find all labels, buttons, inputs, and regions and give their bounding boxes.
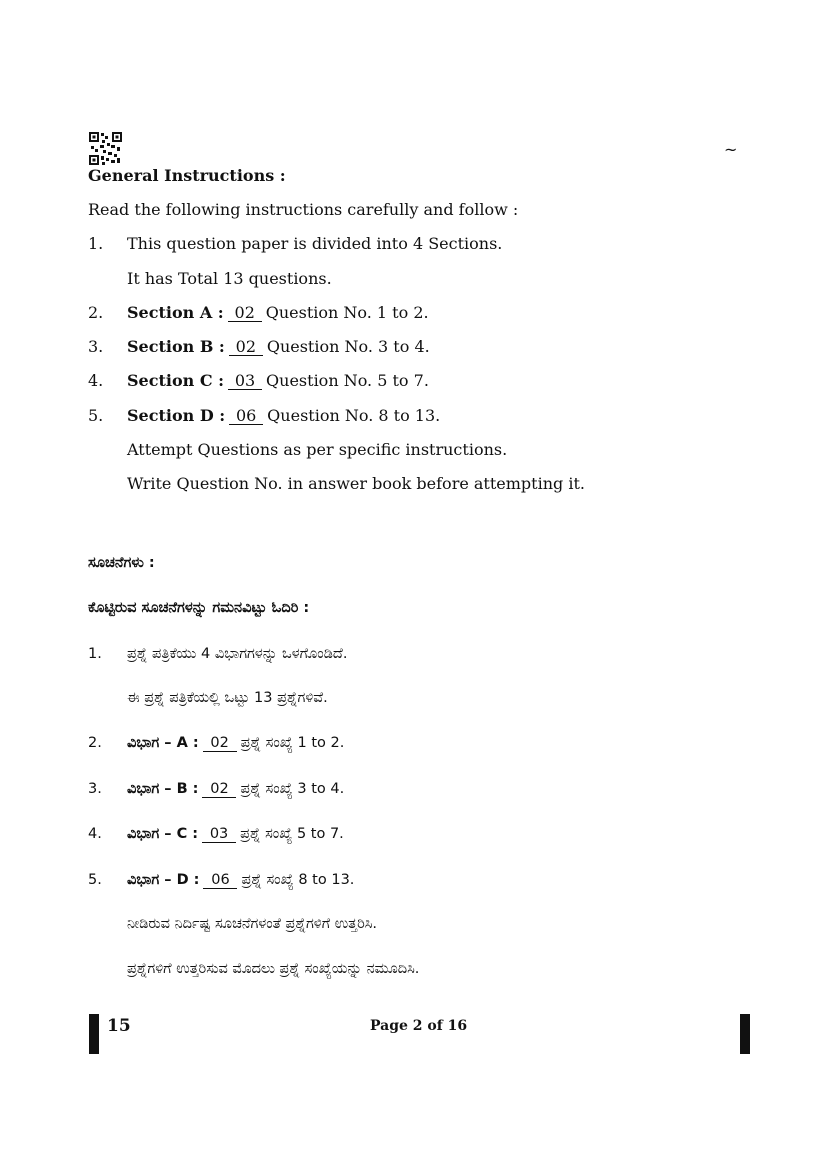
- item-text: ಪ್ರಶ್ನೆ ಪತ್ರಿಕೆಯು 4 ವಿಭಾಗಗಳನ್ನು ಒಳಗೊಂಡಿದೆ.: [127, 646, 348, 662]
- item-text: [127, 406, 440, 426]
- item-text: [127, 733, 344, 753]
- item-text: [127, 371, 429, 391]
- question-range: Question No. 1 to 2.: [265, 303, 429, 322]
- question-range: ಪ್ರಶ್ನೆ ಸಂಖ್ಯೆ 8 to 13.: [241, 872, 355, 888]
- item-number: 4.: [88, 371, 104, 390]
- section-label: ವಿಭಾಗ – B :: [127, 781, 199, 797]
- item-number: 4.: [88, 826, 102, 842]
- footer-left-bar: [89, 1014, 99, 1054]
- item-number: 1.: [88, 646, 102, 662]
- footer-paper-code: 15: [107, 1016, 131, 1036]
- section-label: ವಿಭಾಗ – A :: [127, 735, 199, 751]
- footer-page-number: Page 2 of 16: [370, 1018, 468, 1034]
- section-label: Section D :: [127, 406, 226, 425]
- english-intro: Read the following instructions carefully and follow :: [88, 200, 519, 219]
- item-text: Attempt Questions as per specific instructions.: [127, 440, 508, 459]
- item-text: This question paper is divided into 4 Sections.: [127, 234, 503, 253]
- item-text: [127, 870, 354, 890]
- item-text: [127, 303, 429, 323]
- item-text: ಈ ಪ್ರಶ್ನೆ ಪತ್ರಿಕೆಯಲ್ಲಿ ಒಟ್ಟು 13 ಪ್ರಶ್ನೆಗಳಿವೆ.: [127, 690, 328, 706]
- question-count-blank: 02: [229, 339, 263, 356]
- section-label: ವಿಭಾಗ – D :: [127, 872, 200, 888]
- section-label: ವಿಭಾಗ – C :: [127, 826, 199, 842]
- question-range: Question No. 8 to 13.: [267, 406, 441, 425]
- question-count-blank: 06: [229, 408, 263, 425]
- kannada-title: ಸೂಚನೆಗಳು :: [88, 555, 155, 571]
- qr-code-icon: [89, 132, 122, 165]
- question-range: Question No. 5 to 7.: [266, 371, 429, 390]
- item-number: 5.: [88, 406, 104, 425]
- item-number: 2.: [88, 735, 102, 751]
- item-text: ಪ್ರಶ್ನೆಗಳಿಗೆ ಉತ್ತರಿಸುವ ಮೊದಲು ಪ್ರಶ್ನೆ ಸಂಖ್ಯೆಯನ್ನು ನಮೂದಿಸಿ.: [127, 961, 420, 977]
- item-text: It has Total 13 questions.: [127, 269, 332, 288]
- item-text: [127, 824, 344, 844]
- question-count-blank: 03: [228, 373, 262, 390]
- section-label: Section C :: [127, 371, 225, 390]
- footer-right-bar: [740, 1014, 750, 1054]
- kannada-intro: ಕೊಟ್ಟಿರುವ ಸೂಚನೆಗಳನ್ನು ಗಮನವಿಟ್ಟು ಓದಿರಿ :: [88, 600, 310, 616]
- section-label: Section A :: [127, 303, 224, 322]
- item-text: Write Question No. in answer book before attempting it.: [127, 474, 585, 493]
- item-number: 2.: [88, 303, 104, 322]
- tilde-mark: ~: [724, 140, 738, 159]
- item-number: 1.: [88, 234, 104, 253]
- question-count-blank: 03: [202, 826, 236, 843]
- item-number: 5.: [88, 872, 102, 888]
- question-range: ಪ್ರಶ್ನೆ ಸಂಖ್ಯೆ 5 to 7.: [240, 826, 344, 842]
- english-title: General Instructions :: [88, 166, 286, 185]
- item-text: ನೀಡಿರುವ ನಿರ್ದಿಷ್ಟ ಸೂಚನೆಗಳಂತೆ ಪ್ರಶ್ನೆಗಳಿಗೆ ಉತ್ತರಿಸಿ.: [127, 916, 378, 932]
- question-count-blank: 02: [203, 735, 237, 752]
- question-count-blank: 06: [203, 872, 237, 889]
- section-label: Section B :: [127, 337, 225, 356]
- item-text: [127, 779, 344, 799]
- question-range: ಪ್ರಶ್ನೆ ಸಂಖ್ಯೆ 1 to 2.: [240, 735, 345, 751]
- question-count-blank: 02: [228, 305, 262, 322]
- item-text: [127, 337, 430, 357]
- item-number: 3.: [88, 337, 104, 356]
- item-number: 3.: [88, 781, 102, 797]
- question-range: ಪ್ರಶ್ನೆ ಸಂಖ್ಯೆ 3 to 4.: [240, 781, 345, 797]
- question-count-blank: 02: [202, 781, 236, 798]
- question-range: Question No. 3 to 4.: [266, 337, 430, 356]
